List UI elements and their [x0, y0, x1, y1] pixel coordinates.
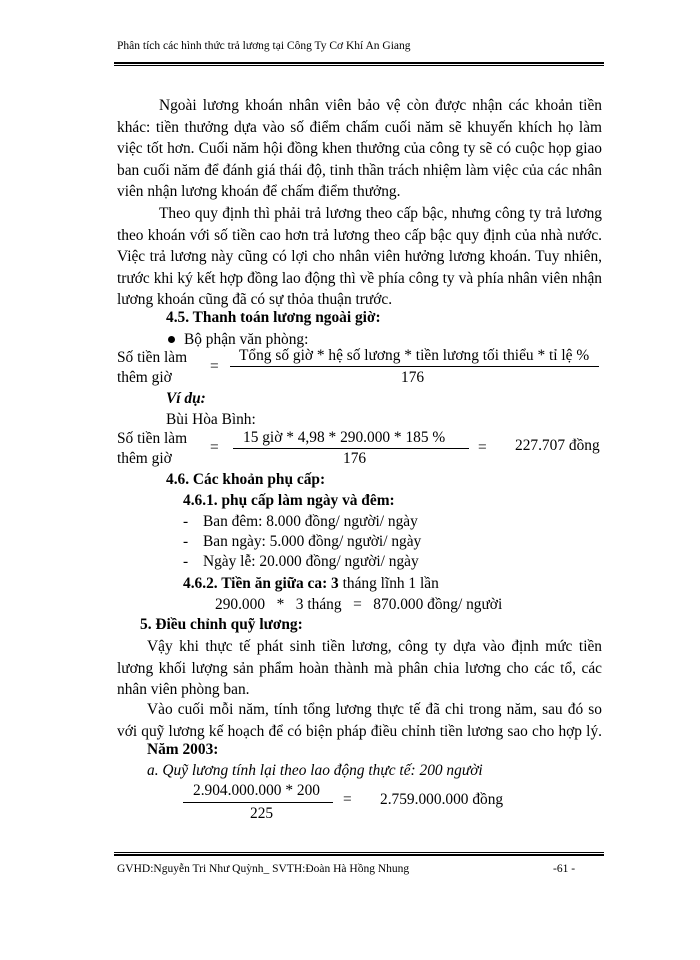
example-denominator: 176	[343, 450, 367, 467]
list-item-text: Ban ngày: 5.000 đồng/ người/ ngày	[203, 533, 422, 550]
fraction-bar	[233, 448, 469, 449]
list-item-text: Ngày lễ: 20.000 đồng/ người/ ngày	[203, 553, 419, 570]
final-equals: =	[343, 791, 352, 808]
heading-4-5: 4.5. Thanh toán lương ngoài giờ:	[166, 309, 381, 326]
example-numerator: 15 giờ * 4,98 * 290.000 * 185 %	[243, 429, 446, 446]
text-line: Theo quy định thì phải trả lương theo cấp bậc, nhưng công ty trả lương	[159, 205, 602, 222]
paragraph-quy-dinh	[117, 203, 602, 311]
final-denominator: 225	[250, 805, 274, 822]
final-numerator: 2.904.000.000 * 200	[193, 782, 320, 799]
text-line: nhân viên phòng ban.	[117, 681, 250, 699]
footer-rule	[114, 854, 604, 856]
text-line: trước khi ký kết hợp đồng lao động thì về phía công ty và phía nhân viên nhận	[117, 269, 602, 287]
footer-authors: GVHD:Nguyễn Tri Như Quỳnh_ SVTH:Đoàn Hà Hồng Nhung	[117, 863, 410, 875]
header-rule-thin	[114, 65, 604, 66]
item-a: a. Quỹ lương tính lại theo lao động thực tế: 200 người	[147, 762, 483, 779]
text-line: viên nhận lương khoán để chấm điểm thưởng.	[117, 183, 401, 201]
heading-4-6-2-rest: tháng lĩnh 1 lần	[338, 575, 439, 592]
text-line: Ngoài lương khoán nhân viên bảo vệ còn được nhận các khoản tiền	[159, 97, 602, 114]
example-result: 227.707 đồng	[515, 437, 600, 454]
text-line: Vào cuối mỗi năm, tính tổng lương thực tế đã chi trong năm, sau đó so	[147, 701, 602, 718]
heading-4-6-2	[183, 575, 439, 593]
formula-numerator: Tổng số giờ * hệ số lương * tiền lương tối thiểu * tỉ lệ %	[239, 347, 590, 364]
bullet-icon	[168, 336, 175, 343]
heading-4-6-2-bold: 4.6.2. Tiền ăn giữa ca: 3	[183, 575, 339, 592]
header-rule	[114, 62, 604, 64]
text-line: ban cuối năm để đánh giá thái độ, tinh thần trách nhiệm làm việc của các nhân	[117, 161, 602, 179]
example-lhs-1: Số tiền làm	[117, 430, 188, 447]
example-lhs-2: thêm giờ	[117, 450, 172, 467]
final-result: 2.759.000.000 đồng	[380, 791, 504, 808]
example-equals: =	[210, 439, 219, 456]
running-header: Phân tích các hình thức trả lương tại Công Ty Cơ Khí An Giang	[117, 40, 411, 52]
list-item-text: Ban đêm: 8.000 đồng/ người/ ngày	[203, 513, 418, 530]
list-item: - Ban đêm: 8.000 đồng/ người/ ngày	[183, 513, 418, 530]
list-item: - Ngày lễ: 20.000 đồng/ người/ ngày	[183, 553, 419, 570]
example-name: Bùi Hòa Bình:	[166, 411, 256, 428]
heading-4-6: 4.6. Các khoản phụ cấp:	[166, 471, 326, 488]
list-item: - Ban ngày: 5.000 đồng/ người/ ngày	[183, 533, 422, 550]
fraction-bar	[230, 366, 599, 367]
paragraph-bao-ve	[117, 95, 602, 203]
formula-equals: =	[210, 358, 219, 375]
formula-lhs-1: Số tiền làm	[117, 349, 188, 366]
paragraph-cuoi-nam	[117, 699, 602, 742]
formula-lhs-2: thêm giờ	[117, 369, 172, 386]
year-2003: Năm 2003:	[147, 741, 219, 758]
text-line: việc tốt hơn. Cuối năm hội đồng khen thưởng của công ty sẽ có cuộc họp giao	[117, 140, 602, 158]
text-line: với quỹ lương kế hoạch để có biện pháp điều chỉnh tiền lương sao cho hợp lý.	[117, 722, 602, 740]
fraction-bar	[183, 802, 333, 803]
heading-4-6-1: 4.6.1. phụ cấp làm ngày và đêm:	[183, 492, 395, 509]
example-equals-2: =	[478, 439, 487, 456]
heading-5: 5. Điều chỉnh quỹ lương:	[140, 616, 303, 633]
tien-an-calc: 290.000 * 3 tháng = 870.000 đồng/ người	[215, 596, 503, 613]
text-line: Việc trả lương này cũng có lợi cho nhân viên hưởng lương khoán. Tuy nhiên,	[117, 248, 602, 266]
formula-denominator: 176	[401, 369, 425, 386]
text-line: lương khối lượng sản phẩm hoàn thành mà phân chia lương cho các tổ, các	[117, 659, 602, 677]
text-line: lương khoán cũng đã có sự thỏa thuận trước.	[117, 291, 393, 309]
page-number: -61 -	[553, 863, 576, 875]
example-label: Ví dụ:	[166, 390, 206, 407]
text-line: khác: tiền thưởng dựa vào số điểm chấm cuối năm sẽ khuyến khích họ làm	[117, 118, 602, 136]
text-line: theo khoán với số tiền cao hơn trả lương theo cấp bậc quy định của nhà nước.	[117, 226, 602, 244]
text-line: Vậy khi thực tế phát sinh tiền lương, công ty dựa vào định mức tiền	[147, 638, 602, 655]
footer-rule-thin	[114, 852, 604, 853]
bullet-text: Bộ phận văn phòng:	[184, 331, 309, 348]
paragraph-dieu-chinh	[117, 636, 602, 701]
